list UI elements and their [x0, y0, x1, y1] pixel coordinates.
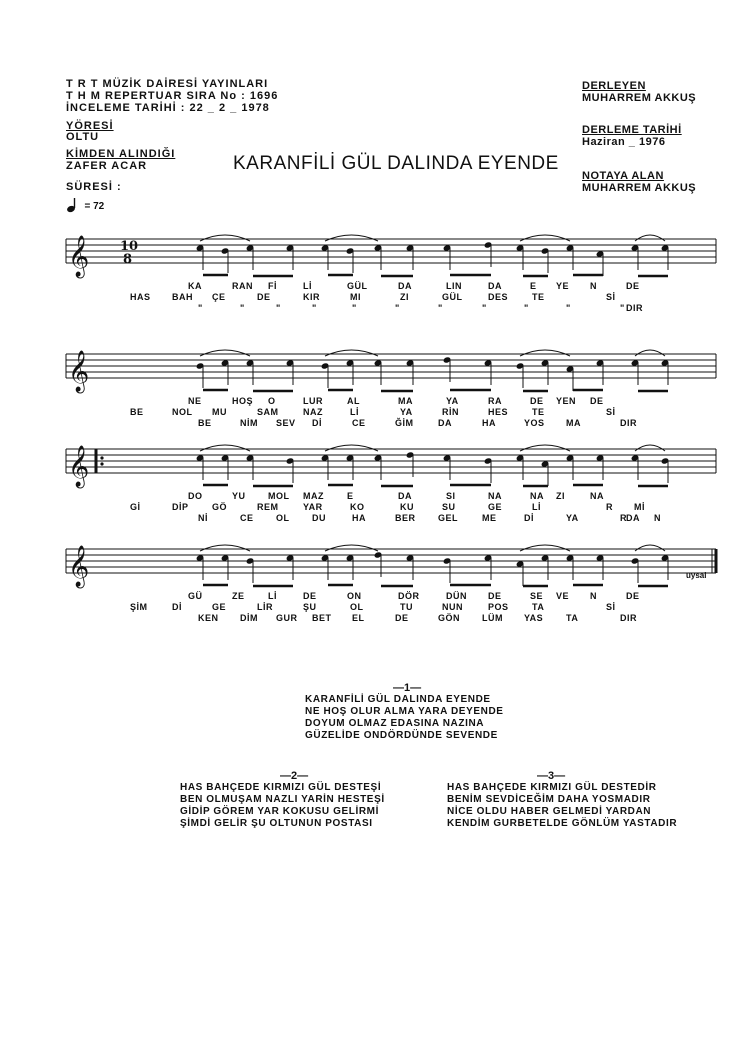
lyric-syllable: MU: [212, 407, 227, 417]
lyric-syllable: DE: [395, 613, 409, 623]
lyric-syllable: DE: [303, 591, 317, 601]
verse-number: —1—: [393, 682, 422, 694]
lyric-syllable: O: [268, 396, 276, 406]
lyric-syllable: N: [590, 281, 597, 291]
lyric-syllable: CE: [240, 513, 254, 523]
lyric-syllable: VE: [556, 591, 570, 601]
notation-label: NOTAYA ALAN: [582, 170, 664, 182]
lyric-syllable: RAN: [232, 281, 253, 291]
lyric-syllable: GÜL: [442, 292, 463, 302]
lyric-syllable: ": [240, 303, 245, 313]
slur: [520, 235, 570, 241]
lyric-syllable: TE: [532, 407, 545, 417]
verse-line: KARANFİLİ GÜL DALINDA EYENDE: [305, 694, 491, 705]
time-signature-bottom: 8: [123, 252, 133, 267]
lyric-syllable: Gİ: [130, 502, 141, 512]
lyric-syllable: GÜL: [347, 281, 368, 291]
lyric-syllable: ZI: [556, 491, 565, 501]
lyric-syllable: Dİ: [312, 418, 322, 428]
lyric-syllable: Nİ: [198, 513, 208, 523]
lyric-syllable: KU: [400, 502, 414, 512]
slur: [635, 545, 665, 551]
lyric-syllable: DO: [188, 491, 203, 501]
lyric-syllable: ": [395, 303, 400, 313]
lyric-syllable: YA: [566, 513, 579, 523]
repeat-dot: [100, 456, 103, 459]
lyric-syllable: MOL: [268, 491, 290, 501]
lyric-syllable: KEN: [198, 613, 219, 623]
lyric-syllable: ": [524, 303, 529, 313]
lyric-syllable: ON: [347, 591, 362, 601]
lyric-syllable: NUN: [442, 602, 463, 612]
lyric-syllable: BET: [312, 613, 332, 623]
lyric-syllable: ": [438, 303, 443, 313]
lyric-syllable: Lİ: [268, 591, 277, 601]
verse-line: HAS BAHÇEDE KIRMIZI GÜL DESTEŞİ: [180, 782, 382, 793]
lyric-syllable: YA: [400, 407, 413, 417]
lyric-syllable: SU: [442, 502, 456, 512]
tempo-marking: [66, 196, 104, 214]
staff-system: [0, 535, 750, 645]
verse-number: —3—: [537, 770, 566, 782]
slur: [520, 350, 570, 356]
lyric-syllable: DÖR: [398, 591, 420, 601]
lyric-syllable: DU: [312, 513, 326, 523]
time-signature-top: 10: [120, 239, 139, 254]
lyric-syllable: HOŞ: [232, 396, 254, 406]
lyric-syllable: ": [312, 303, 317, 313]
lyric-syllable: ZE: [232, 591, 245, 601]
tempo-value: = 72: [84, 201, 105, 212]
verse-line: BENİM SEVDİCEĞİM DAHA YOSMADIR: [447, 794, 651, 805]
slur: [520, 545, 570, 551]
lyric-syllable: DIR: [626, 303, 643, 313]
lyric-syllable: Lİ: [303, 281, 312, 291]
slur: [325, 350, 378, 356]
treble-clef-icon: 𝄞: [68, 236, 90, 277]
lyric-syllable: DES: [488, 292, 509, 302]
lyric-syllable: DE: [257, 292, 271, 302]
lyric-syllable: Sİ: [606, 602, 616, 612]
lyric-syllable: HAS: [130, 292, 151, 302]
lyric-syllable: BE: [130, 407, 144, 417]
lyric-syllable: E: [530, 281, 537, 291]
region-value: OLTU: [66, 131, 100, 143]
lyric-syllable: LÜM: [482, 613, 503, 623]
lyric-syllable: REM: [257, 502, 279, 512]
lyric-syllable: YOS: [524, 418, 545, 428]
date-label: DERLEME TARİHİ: [582, 124, 682, 136]
lyric-syllable: MAZ: [303, 491, 324, 501]
slur: [635, 350, 665, 356]
lyric-syllable: POS: [488, 602, 509, 612]
lyric-syllable: KO: [350, 502, 365, 512]
lyric-syllable: NA: [590, 491, 604, 501]
lyric-syllable: ÇE: [212, 292, 226, 302]
lyric-syllable: ": [482, 303, 487, 313]
lyric-syllable: AL: [347, 396, 360, 406]
lyric-syllable: TE: [532, 292, 545, 302]
lyric-syllable: SEV: [276, 418, 296, 428]
lyric-syllable: ŞU: [303, 602, 317, 612]
lyric-syllable: GE: [488, 502, 503, 512]
verse-line: DOYUM OLMAZ EDASINA NAZINA: [305, 718, 485, 729]
lyric-syllable: Mİ: [634, 502, 645, 512]
lyric-syllable: ĞİM: [395, 418, 414, 428]
lyric-syllable: DİM: [240, 613, 258, 623]
lyric-syllable: SI: [446, 491, 456, 501]
lyric-syllable: NAZ: [303, 407, 323, 417]
lyric-syllable: N: [654, 513, 661, 523]
lyric-syllable: TA: [566, 613, 579, 623]
song-title: KARANFİLİ GÜL DALINDA EYENDE: [233, 153, 559, 174]
verse-1: [305, 682, 504, 742]
slur: [520, 445, 570, 451]
lyric-syllable: GEL: [438, 513, 459, 523]
lyric-syllable: GÖ: [212, 502, 228, 512]
lyric-syllable: ": [566, 303, 571, 313]
lyric-syllable: DA: [398, 281, 412, 291]
lyric-syllable: SAM: [257, 407, 279, 417]
lyric-syllable: Lİ: [532, 502, 541, 512]
verse-line: GİDİP GÖREM YAR KOKUSU GELİRMİ: [180, 806, 379, 817]
lyric-syllable: DA: [398, 491, 412, 501]
lyric-syllable: R: [606, 502, 613, 512]
lyric-syllable: N: [590, 591, 597, 601]
verse-line: KENDİM GURBETELDE GÖNLÜM YASTADIR: [447, 818, 678, 829]
lyric-syllable: MA: [398, 396, 413, 406]
lyric-syllable: DE: [530, 396, 544, 406]
lyric-syllable: GE: [212, 602, 227, 612]
lyric-syllable: HA: [352, 513, 366, 523]
lyric-syllable: GUR: [276, 613, 298, 623]
compiler-label: DERLEYEN: [582, 80, 646, 92]
slur: [325, 235, 378, 241]
lyric-syllable: DÜN: [446, 591, 467, 601]
source-value: ZAFER ACAR: [66, 160, 148, 172]
verse-line: GÜZELİDE ONDÖRDÜNDE SEVENDE: [305, 730, 498, 741]
lyric-syllable: ": [198, 303, 203, 313]
lyric-syllable: KA: [188, 281, 202, 291]
lyric-syllable: Lİ: [350, 407, 359, 417]
lyric-syllable: YAS: [524, 613, 544, 623]
lyric-syllable: ZI: [400, 292, 409, 302]
lyric-syllable: Dİ: [524, 513, 534, 523]
notation-value: MUHARREM AKKUŞ: [582, 182, 697, 194]
lyric-syllable: DE: [626, 281, 640, 291]
lyric-syllable: Dİ: [172, 602, 182, 612]
lyric-syllable: MI: [350, 292, 361, 302]
lyric-syllable: HES: [488, 407, 509, 417]
quarter-note-icon: [66, 197, 80, 213]
lyric-syllable: OL: [350, 602, 364, 612]
region-label: YÖRESİ: [66, 120, 114, 132]
lyric-syllable: LIN: [446, 281, 462, 291]
repeat-dot: [100, 462, 103, 465]
publisher-line: T R T MÜZİK DAİRESİ YAYINLARI: [66, 78, 269, 90]
slur: [200, 350, 250, 356]
compiler-value: MUHARREM AKKUŞ: [582, 92, 697, 104]
verse-line: ŞİMDİ GELİR ŞU OLTUNUN POSTASI: [180, 818, 373, 829]
repertoire-number: T H M REPERTUAR SIRA No : 1696: [66, 90, 279, 102]
slur: [200, 445, 250, 451]
staff-system: [0, 435, 750, 545]
slur: [635, 235, 665, 241]
lyric-syllable: NİM: [240, 418, 258, 428]
lyric-syllable: EL: [352, 613, 365, 623]
lyric-syllable: DE: [590, 396, 604, 406]
treble-clef-icon: 𝄞: [68, 351, 90, 392]
lyric-syllable: ": [620, 303, 625, 313]
duration-label: SÜRESİ :: [66, 181, 122, 193]
lyric-syllable: RA: [488, 396, 502, 406]
slur: [200, 545, 250, 551]
lyric-syllable: E: [347, 491, 354, 501]
lyric-syllable: ŞİM: [130, 602, 148, 612]
lyric-syllable: LUR: [303, 396, 323, 406]
lyric-syllable: KIR: [303, 292, 320, 302]
lyric-syllable: NOL: [172, 407, 193, 417]
lyric-syllable: Fİ: [268, 281, 277, 291]
verse-line: BEN OLMUŞAM NAZLI YARİN HESTEŞİ: [180, 794, 385, 805]
verse-line: NİCE OLDU HABER GELMEDİ YARDAN: [447, 806, 652, 817]
lyric-syllable: ": [276, 303, 281, 313]
staff-system: [0, 340, 750, 450]
lyric-syllable: R: [620, 513, 627, 523]
lyric-syllable: SE: [530, 591, 544, 601]
lyric-syllable: DA: [488, 281, 502, 291]
lyric-syllable: YE: [556, 281, 570, 291]
slur: [325, 445, 378, 451]
lyric-syllable: TA: [532, 602, 545, 612]
verse-2: [180, 770, 385, 830]
lyric-syllable: DE: [626, 591, 640, 601]
lyric-syllable: BE: [198, 418, 212, 428]
lyric-syllable: Sİ: [606, 407, 616, 417]
date-value: Haziran _ 1976: [582, 136, 666, 148]
lyric-syllable: YU: [232, 491, 246, 501]
lyric-syllable: NE: [188, 396, 202, 406]
lyric-syllable: DA: [626, 513, 640, 523]
lyric-syllable: MA: [566, 418, 581, 428]
lyric-syllable: NA: [530, 491, 544, 501]
lyric-syllable: DIR: [620, 613, 637, 623]
lyric-syllable: BAH: [172, 292, 193, 302]
treble-clef-icon: 𝄞: [68, 546, 90, 587]
lyric-syllable: DA: [438, 418, 452, 428]
lyric-syllable: DİP: [172, 502, 189, 512]
lyric-syllable: LİR: [257, 602, 273, 612]
lyric-syllable: DE: [488, 591, 502, 601]
verse-number: —2—: [280, 770, 309, 782]
verse-line: NE HOŞ OLUR ALMA YARA DEYENDE: [305, 706, 504, 717]
lyric-syllable: DIR: [620, 418, 637, 428]
lyric-syllable: RİN: [442, 407, 459, 417]
lyric-syllable: CE: [352, 418, 366, 428]
lyric-syllable: ": [352, 303, 357, 313]
lyric-syllable: TU: [400, 602, 413, 612]
verse-3: [447, 770, 677, 830]
lyric-syllable: GÜ: [188, 591, 203, 601]
lyric-syllable: OL: [276, 513, 290, 523]
lyric-syllable: BER: [395, 513, 416, 523]
lyric-syllable: YA: [446, 396, 459, 406]
treble-clef-icon: 𝄞: [68, 446, 90, 487]
lyric-syllable: HA: [482, 418, 496, 428]
lyric-syllable: Sİ: [606, 292, 616, 302]
slur: [325, 545, 378, 551]
slur: [200, 235, 250, 241]
lyric-syllable: ME: [482, 513, 497, 523]
lyric-syllable: YAR: [303, 502, 323, 512]
slur: [635, 445, 665, 451]
review-date: İNCELEME TARİHİ : 22 _ 2 _ 1978: [66, 102, 270, 114]
lyric-syllable: NA: [488, 491, 502, 501]
staff-system: [0, 225, 750, 335]
verse-line: HAS BAHÇEDE KIRMIZI GÜL DESTEDİR: [447, 782, 657, 793]
source-label: KİMDEN ALINDIĞI: [66, 148, 176, 160]
lyric-syllable: YEN: [556, 396, 577, 406]
signature: uysal: [686, 571, 707, 580]
lyric-syllable: GÖN: [438, 613, 461, 623]
